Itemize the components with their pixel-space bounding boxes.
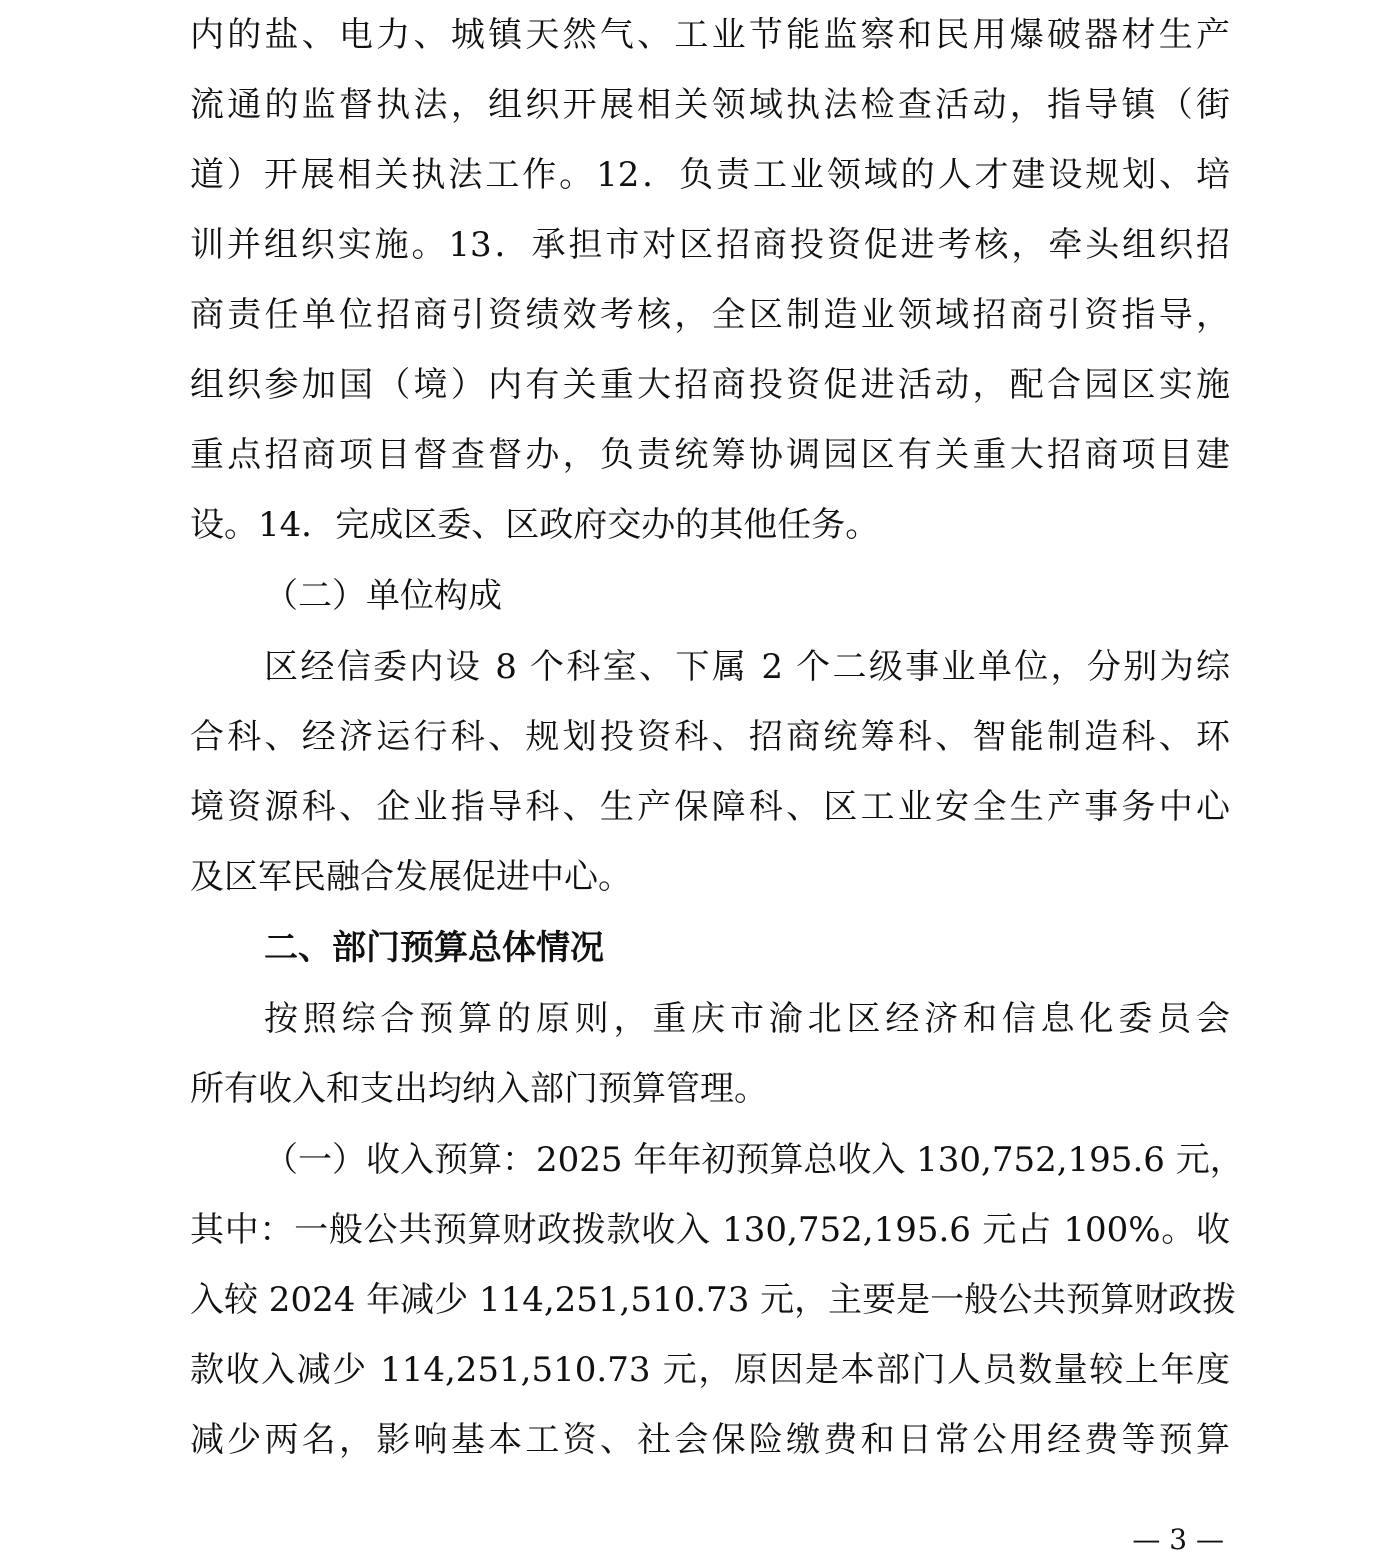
paragraph-line: 流通的监督执法，组织开展相关领域执法检查活动，指导镇（街 [190,85,1230,125]
page-number: — 3 — [1132,1523,1224,1556]
paragraph-line: 按照综合预算的原则，重庆市渝北区经济和信息化委员会 [264,999,1230,1039]
paragraph-line: 合科、经济运行科、规划投资科、招商统筹科、智能制造科、环 [190,717,1230,757]
paragraph-line: 入较 2024 年减少 114,251,510.73 元，主要是一般公共预算财政拨 [190,1280,1237,1320]
paragraph-line: 区经信委内设 8 个科室、下属 2 个二级事业单位，分别为综 [264,647,1230,687]
paragraph-line: 商责任单位招商引资绩效考核，全区制造业领域招商引资指导， [190,295,1230,335]
paragraph-line: 及区军民融合发展促进中心。 [190,857,632,897]
document-page [190,0,1244,1554]
paragraph-line: 其中：一般公共预算财政拨款收入 130,752,195.6 元占 100%。收 [190,1210,1230,1250]
paragraph-line: 训并组织实施。13．承担市对区招商投资促进考核，牵头组织招 [190,225,1230,265]
paragraph-line: （一）收入预算：2025 年年初预算总收入 130,752,195.6 元， [264,1140,1244,1180]
paragraph-line: 内的盐、电力、城镇天然气、工业节能监察和民用爆破器材生产 [190,15,1230,55]
paragraph-line: 减少两名，影响基本工资、社会保险缴费和日常公用经费等预算 [190,1420,1230,1460]
paragraph-line: 组织参加国（境）内有关重大招商投资促进活动，配合园区实施 [190,365,1230,405]
section-subheading: （二）单位构成 [264,576,502,616]
paragraph-line: 道）开展相关执法工作。12．负责工业领域的人才建设规划、培 [190,155,1230,195]
paragraph-line: 所有收入和支出均纳入部门预算管理。 [190,1069,768,1109]
section-heading: 二、部门预算总体情况 [264,928,604,968]
paragraph-line: 设。14．完成区委、区政府交办的其他任务。 [190,505,880,545]
paragraph-line: 重点招商项目督查督办，负责统筹协调园区有关重大招商项目建 [190,435,1230,475]
paragraph-line: 境资源科、企业指导科、生产保障科、区工业安全生产事务中心 [190,787,1230,827]
paragraph-line: 款收入减少 114,251,510.73 元，原因是本部门人员数量较上年度 [190,1350,1230,1390]
